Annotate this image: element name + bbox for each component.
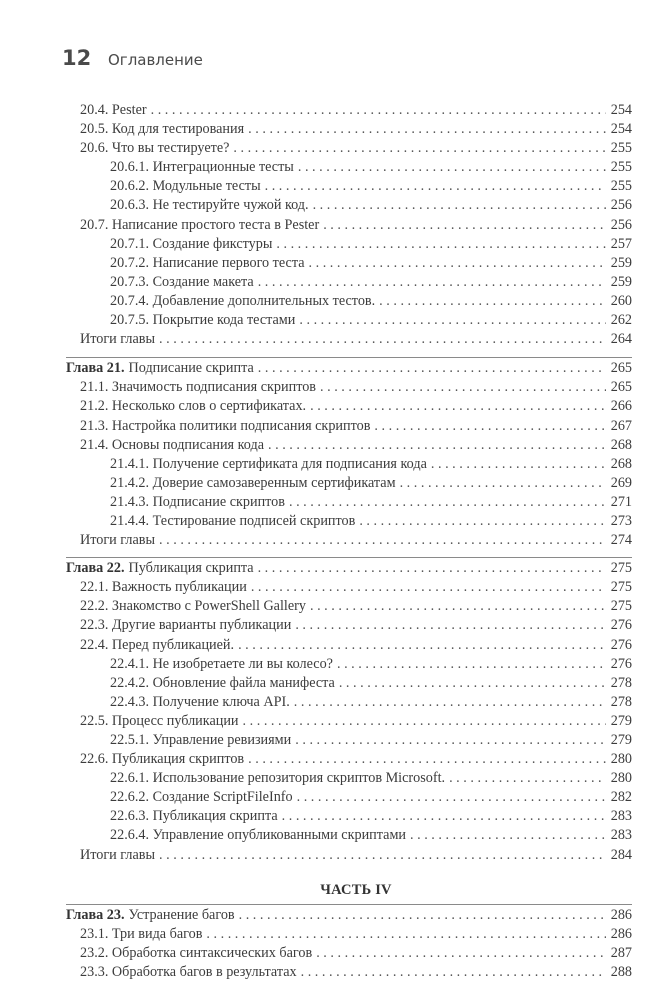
leader-dots [238,636,606,655]
toc-page-number: 255 [610,159,632,176]
toc-entry-22-6-4[interactable]: 22.6.4. Управление опубликованными скриптами . . . 283 [80,826,632,845]
leader-dots [295,616,606,635]
toc-page-number: 283 [610,808,632,825]
page-number: 12 [62,46,92,70]
leader-dots [400,474,606,493]
leader-dots [316,944,606,963]
toc-entry-22-1[interactable]: 22.1. Важность публикации . . . 275 [80,578,632,597]
toc-entry-22-6-1[interactable]: 22.6.1. Использование репозитория скриптов Microsoft. . . . 280 [80,769,632,788]
page-header [62,46,203,70]
toc-page-number: 256 [610,216,632,233]
leader-dots [265,177,606,196]
toc-page-number: 255 [610,178,632,195]
leader-dots [410,826,606,845]
toc-entry-chapter-22-summary[interactable]: Итоги главы . . . 284 [80,846,632,865]
leader-dots [159,330,606,349]
toc-page-number: 254 [610,102,632,118]
toc-section-chapter-23 [66,904,632,982]
leader-dots [299,311,606,330]
leader-dots [320,378,606,397]
toc-entry-chapter-20-summary[interactable]: Итоги главы . . . 264 [80,330,632,349]
leader-dots [298,158,606,177]
leader-dots [359,512,606,531]
leader-dots [374,417,606,436]
toc-page-number: 283 [610,827,632,844]
toc-entry-20-7-3[interactable]: 20.7.3. Создание макета . . . 259 [80,273,632,292]
leader-dots [258,559,606,578]
leader-dots [449,769,606,788]
leader-dots [310,397,606,416]
toc-page-number: 276 [610,655,632,672]
toc-entry-22-5[interactable]: 22.5. Процесс публикации . . . 279 [80,712,632,731]
toc-entry-21-1[interactable]: 21.1. Значимость подписания скриптов . . . 265 [80,378,632,397]
toc-entry-20-4[interactable]: 20.4. Pester . . . 254 [80,101,632,120]
table-of-contents [66,101,632,982]
leader-dots [295,731,606,750]
toc-page-number: 286 [610,925,632,942]
toc-page-number: 259 [610,254,632,271]
leader-dots [151,101,606,120]
toc-entry-23-1[interactable]: 23.1. Три вида багов . . . 286 [80,925,632,944]
toc-chapter-21[interactable]: Глава 21. Подписание скрипта . . . 265 [66,357,632,378]
leader-dots [239,906,606,925]
leader-dots [206,925,606,944]
toc-page-number: 282 [610,789,632,806]
toc-entry-22-6-3[interactable]: 22.6.3. Публикация скрипта . . . 283 [80,807,632,826]
toc-page-number: 278 [610,693,632,710]
leader-dots [243,712,606,731]
toc-page-number: 267 [610,417,632,434]
leader-dots [289,493,606,512]
toc-entry-22-4[interactable]: 22.4. Перед публикацией. . . . 276 [80,636,632,655]
toc-page-number: 275 [610,560,632,577]
leader-dots [297,788,606,807]
leader-dots [310,597,606,616]
toc-page-number: 271 [610,493,632,510]
toc-page-number: 265 [610,379,632,396]
running-title: Оглавление [108,51,203,69]
toc-page-number: 275 [610,598,632,615]
toc-entry-21-4-1[interactable]: 21.4.1. Получение сертификата для подписания кода . . . 268 [80,455,632,474]
leader-dots [339,674,606,693]
toc-section-chapter-22 [66,557,632,865]
leader-dots [159,531,606,550]
leader-dots [268,436,606,455]
toc-page-number: 259 [610,273,632,290]
toc-page-number: 257 [610,235,632,252]
toc-entry-23-3[interactable]: 23.3. Обработка багов в результатах . . . 288 [80,963,632,982]
toc-entry-23-2[interactable]: 23.2. Обработка синтаксических багов . . . 287 [80,944,632,963]
toc-page-number: 280 [610,751,632,768]
toc-page-number: 268 [610,436,632,453]
leader-dots [337,655,606,674]
toc-page-number: 276 [610,636,632,653]
toc-section-chapter-21 [66,357,632,550]
toc-page-number: 260 [610,292,632,309]
toc-entry-21-3[interactable]: 21.3. Настройка политики подписания скриптов . . . 267 [80,417,632,436]
toc-page-number: 280 [610,770,632,787]
toc-page-number: 274 [610,532,632,549]
leader-dots [258,273,606,292]
toc-page-number: 279 [610,732,632,748]
leader-dots [431,455,606,474]
toc-entry-22-4-3[interactable]: 22.4.3. Получение ключа API. . . . 278 [80,693,632,712]
part-heading: ЧАСТЬ IV [320,881,392,898]
toc-page-number: 288 [610,963,632,980]
leader-dots [313,196,606,215]
toc-entry-21-4-4[interactable]: 21.4.4. Тестирование подписей скриптов . . . 273 [80,512,632,531]
toc-entry-22-4-2[interactable]: 22.4.2. Обновление файла манифеста . . . 278 [80,674,632,693]
leader-dots [248,750,606,769]
toc-page-number: 254 [610,121,632,138]
toc-page-number: 286 [610,906,632,923]
toc-page-number: 276 [610,617,632,634]
toc-entry-22-6-2[interactable]: 22.6.2. Создание ScriptFileInfo . . . 282 [80,788,632,807]
chapter-label: Глава 22. [66,560,125,577]
chapter-label: Глава 23. [66,906,125,923]
toc-entry-22-5-1[interactable]: 22.5.1. Управление ревизиями . . . 279 [80,731,632,750]
toc-entry-21-4-3[interactable]: 21.4.3. Подписание скриптов . . . 271 [80,493,632,512]
toc-entry-20-7-5[interactable]: 20.7.5. Покрытие кода тестами . . . 262 [80,311,632,330]
toc-entry-20-6-1[interactable]: 20.6.1. Интеграционные тесты . . . 255 [80,158,632,177]
toc-page-number: 269 [610,474,632,491]
toc-entry-20-6-2[interactable]: 20.6.2. Модульные тесты . . . 255 [80,177,632,196]
toc-page-number: 273 [610,512,632,529]
toc-entry-20-6[interactable]: 20.6. Что вы тестируете? . . . 255 [80,139,632,158]
toc-entry-22-3[interactable]: 22.3. Другие варианты публикации . . . 276 [80,616,632,635]
toc-entry-20-7[interactable]: 20.7. Написание простого теста в Pester . . . 256 [80,216,632,235]
toc-page-number: 266 [610,398,632,415]
toc-entry-22-2[interactable]: 22.2. Знакомство с PowerShell Gallery . . . 275 [80,597,632,616]
toc-page-number: 284 [610,846,632,863]
leader-dots [258,359,606,378]
toc-entry-20-7-4[interactable]: 20.7.4. Добавление дополнительных тестов. . . . 260 [80,292,632,311]
leader-dots [159,846,606,865]
leader-dots [323,216,606,235]
toc-entry-20-5[interactable]: 20.5. Код для тестирования . . . 254 [80,120,632,139]
toc-entry-22-4-1[interactable]: 22.4.1. Не изобретаете ли вы колесо? . . . 276 [80,655,632,674]
leader-dots [301,963,606,982]
toc-page-number: 262 [610,312,632,329]
toc-section-chapter-20 [80,101,632,349]
toc-page-number: 275 [610,579,632,596]
leader-dots [309,254,606,273]
toc-entry-21-2[interactable]: 21.2. Несколько слов о сертификатах. . . . 266 [80,397,632,416]
toc-entry-21-4[interactable]: 21.4. Основы подписания кода . . . 268 [80,436,632,455]
leader-dots [276,235,606,254]
leader-dots [379,292,606,311]
leader-dots [233,139,606,158]
leader-dots [251,578,606,597]
chapter-label: Глава 21. [66,360,125,377]
toc-page-number: 278 [610,674,632,691]
leader-dots [294,693,606,712]
toc-page-number: 265 [610,360,632,377]
toc-page-number: 279 [610,712,632,729]
leader-dots [248,120,606,139]
toc-entry-20-7-2[interactable]: 20.7.2. Написание первого теста . . . 259 [80,254,632,273]
toc-chapter-23[interactable]: Глава 23. Устранение багов . . . 286 [66,904,632,925]
toc-entry-20-6-3[interactable]: 20.6.3. Не тестируйте чужой код. . . . 256 [80,196,632,215]
toc-entry-chapter-21-summary[interactable]: Итоги главы . . . 274 [80,531,632,550]
toc-entry-21-4-2[interactable]: 21.4.2. Доверие самозаверенным сертификатам . . . 269 [80,474,632,493]
toc-page-number: 264 [610,331,632,348]
toc-page-number: 268 [610,455,632,472]
toc-page-number: 256 [610,197,632,214]
leader-dots [282,807,606,826]
toc-page-number: 255 [610,140,632,157]
toc-entry-20-7-1[interactable]: 20.7.1. Создание фикстуры . . . 257 [80,235,632,254]
toc-chapter-22[interactable]: Глава 22. Публикация скрипта . . . 275 [66,557,632,578]
toc-entry-22-6[interactable]: 22.6. Публикация скриптов . . . 280 [80,750,632,769]
toc-page-number: 287 [610,944,632,961]
